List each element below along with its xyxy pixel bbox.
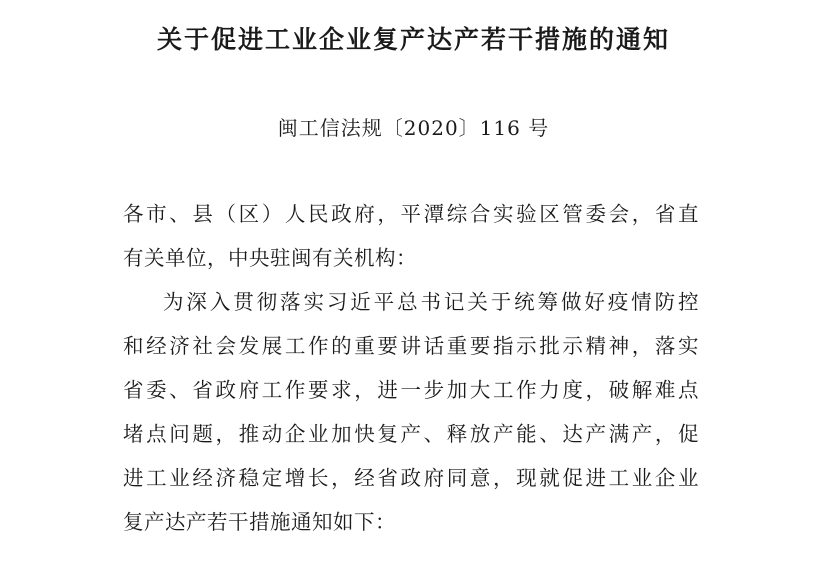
body-line-3: 省委、省政府工作要求，进一步加大工作力度，破解难点 — [123, 378, 699, 402]
recipients-line-2: 有关单位，中央驻闽有关机构： — [123, 246, 417, 270]
body-line-1: 为深入贯彻落实习近平总书记关于统筹做好疫情防控 — [163, 290, 699, 314]
body-line-4: 堵点问题，推动企业加快复产、释放产能、达产满产，促 — [123, 422, 699, 446]
document-number: 闽工信法规〔2020〕116 号 — [277, 116, 550, 140]
document-title: 关于促进工业企业复产达产若干措施的通知 — [156, 25, 670, 54]
body-line-5: 进工业经济稳定增长，经省政府同意，现就促进工业企业 — [123, 466, 699, 490]
recipients-line-1: 各市、县（区）人民政府，平潭综合实验区管委会，省直 — [123, 202, 699, 226]
body-line-2: 和经济社会发展工作的重要讲话重要指示批示精神，落实 — [123, 334, 699, 358]
body-line-6: 复产达产若干措施通知如下： — [123, 510, 396, 534]
